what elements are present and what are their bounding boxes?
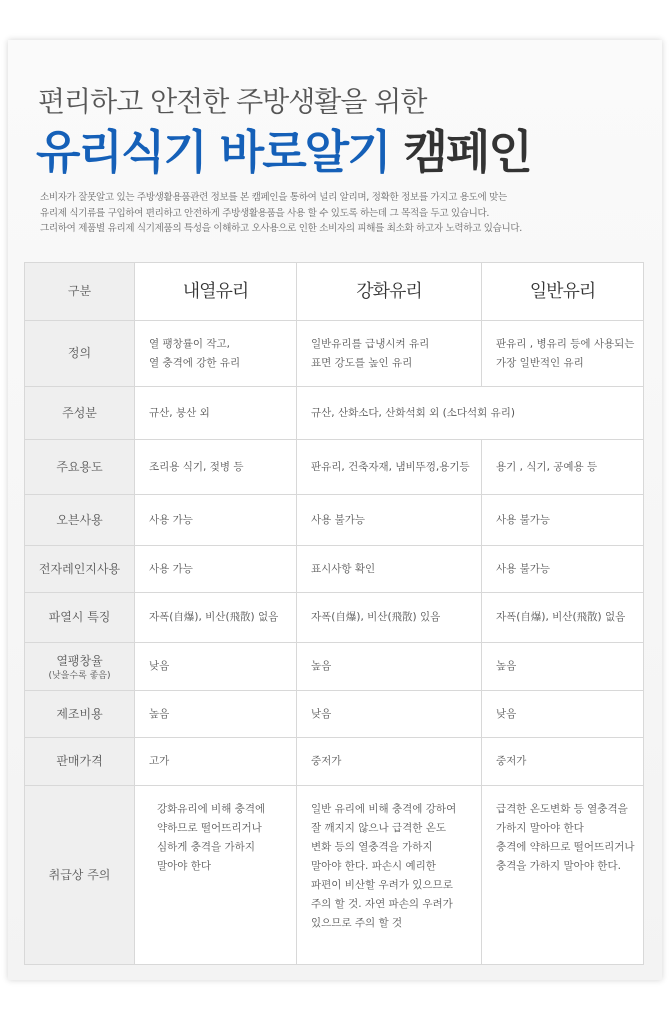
expansion-note: (낮을수록 좋음) — [48, 670, 111, 681]
cell-line: 충격에 약하므로 떨어뜨리거나 — [496, 841, 635, 853]
cell-breakage-tempered: 자폭(自爆), 비산(飛散) 있음 — [297, 593, 482, 643]
cell-line: 약하므로 떨어뜨리거나 — [157, 822, 262, 834]
row-label-oven: 오븐사용 — [25, 495, 135, 546]
campaign-title — [36, 116, 531, 182]
cell-line: 일반유리를 급냉시켜 유리 — [311, 337, 430, 350]
table-row — [25, 495, 644, 546]
row-label-microwave: 전자레인지사용 — [25, 546, 135, 593]
cell-expansion-regular: 높음 — [482, 643, 644, 691]
cell-line: 가장 일반적인 유리 — [496, 356, 584, 369]
cell-cost-heat: 높음 — [135, 691, 297, 738]
col-tempered: 강화유리 — [297, 263, 482, 321]
intro-line-3: 그리하여 제품별 유리제 식기제품의 특성을 이해하고 오사용으로 인한 소비자의 피해를 최소화 하고자 노력하고 있습니다. — [40, 223, 522, 234]
cell-microwave-tempered: 표시사항 확인 — [297, 546, 482, 593]
table-row — [25, 593, 644, 643]
intro-text — [40, 190, 640, 237]
cell-component-tempered-regular: 규산, 산화소다, 산화석회 외 (소다석회 유리) — [297, 387, 644, 440]
cell-line: 잘 깨지지 않으나 급격한 온도 — [311, 822, 447, 834]
table-row — [25, 738, 644, 786]
cell-line: 판유리 , 병유리 등에 사용되는 — [496, 337, 635, 350]
row-label-component: 주성분 — [25, 387, 135, 440]
cell-line: 열 팽창률이 작고, — [149, 337, 231, 350]
col-regular: 일반유리 — [482, 263, 644, 321]
intro-line-1: 소비자가 잘못알고 있는 주방생활용품관련 정보를 본 캠페인을 통하여 널리 알리며, 정확한 정보를 가지고 용도에 맞는 — [40, 192, 507, 203]
cell-oven-heat: 사용 가능 — [135, 495, 297, 546]
cell-line: 변화 등의 열충격을 가하지 — [311, 841, 433, 853]
cell-line: 가하지 말아야 한다 — [496, 822, 584, 834]
cell-line: 강화유리에 비해 충격에 — [157, 803, 266, 815]
cell-expansion-heat: 낮음 — [135, 643, 297, 691]
cell-breakage-heat: 자폭(自爆), 비산(飛散) 없음 — [135, 593, 297, 643]
table-row — [25, 643, 644, 691]
table-row — [25, 321, 644, 387]
title-suffix: 캠페인 — [403, 125, 531, 179]
cell-handling-heat — [135, 786, 297, 965]
cell-line: 열 충격에 강한 유리 — [149, 356, 241, 369]
table-header-row — [25, 263, 644, 321]
row-label-price: 판매가격 — [25, 738, 135, 786]
cell-line: 말아야 한다 — [157, 860, 212, 872]
cell-line: 일반 유리에 비해 충격에 강하여 — [311, 803, 457, 815]
cell-cost-tempered: 낮음 — [297, 691, 482, 738]
table-row — [25, 387, 644, 440]
cell-cost-regular: 낮음 — [482, 691, 644, 738]
cell-handling-regular — [482, 786, 644, 965]
cell-handling-tempered — [297, 786, 482, 965]
cell-line: 충격을 가하지 말아야 한다. — [496, 860, 621, 872]
cell-definition-tempered — [297, 321, 482, 387]
cell-line: 파편이 비산할 우려가 있으므로 — [311, 879, 453, 891]
cell-line: 표면 강도를 높인 유리 — [311, 356, 413, 369]
row-label-definition: 정의 — [25, 321, 135, 387]
cell-usage-tempered: 판유리, 건축자재, 냄비뚜껑,용기등 — [297, 440, 482, 495]
corner-label: 구분 — [25, 263, 135, 321]
cell-oven-regular: 사용 불가능 — [482, 495, 644, 546]
cell-usage-regular: 용기 , 식기, 공예용 등 — [482, 440, 644, 495]
cell-definition-heat — [135, 321, 297, 387]
intro-line-2: 유리제 식기류를 구입하여 편리하고 안전하게 주방생활용품을 사용 할 수 있도록 하는데 그 목적을 두고 있습니다. — [40, 207, 490, 219]
cell-line: 심하게 충격을 가하지 — [157, 841, 255, 853]
row-label-breakage: 파열시 특징 — [25, 593, 135, 643]
cell-line: 주의 할 것. 자연 파손의 우려가 — [311, 898, 453, 910]
cell-usage-heat: 조리용 식기, 젖병 등 — [135, 440, 297, 495]
row-label-cost: 제조비용 — [25, 691, 135, 738]
campaign-subtitle: 편리하고 안전한 주방생활을 위한 — [38, 85, 427, 118]
cell-price-heat: 고가 — [135, 738, 297, 786]
cell-line: 급격한 온도변화 등 열충격을 — [496, 803, 628, 815]
cell-price-tempered: 중저가 — [297, 738, 482, 786]
title-highlight: 유리식기 바로알기 — [36, 125, 390, 179]
cell-component-heat: 규산, 붕산 외 — [135, 387, 297, 440]
col-heat-resistant: 내열유리 — [135, 263, 297, 321]
row-label-handling: 취급상 주의 — [25, 786, 135, 965]
row-label-usage: 주요용도 — [25, 440, 135, 495]
glass-comparison-table — [24, 262, 644, 965]
cell-microwave-regular: 사용 불가능 — [482, 546, 644, 593]
cell-microwave-heat: 사용 가능 — [135, 546, 297, 593]
cell-expansion-tempered: 높음 — [297, 643, 482, 691]
cell-breakage-regular: 자폭(自爆), 비산(飛散) 없음 — [482, 593, 644, 643]
table-row — [25, 786, 644, 965]
cell-definition-regular — [482, 321, 644, 387]
table-row — [25, 691, 644, 738]
cell-line: 말아야 한다. 파손시 예리한 — [311, 860, 436, 872]
table-row — [25, 546, 644, 593]
table-row — [25, 440, 644, 495]
expansion-label: 열팽창율 — [56, 653, 103, 668]
row-label-expansion — [25, 643, 135, 691]
cell-price-regular: 중저가 — [482, 738, 644, 786]
cell-line: 있으므로 주의 할 것 — [311, 917, 403, 929]
cell-oven-tempered: 사용 불가능 — [297, 495, 482, 546]
